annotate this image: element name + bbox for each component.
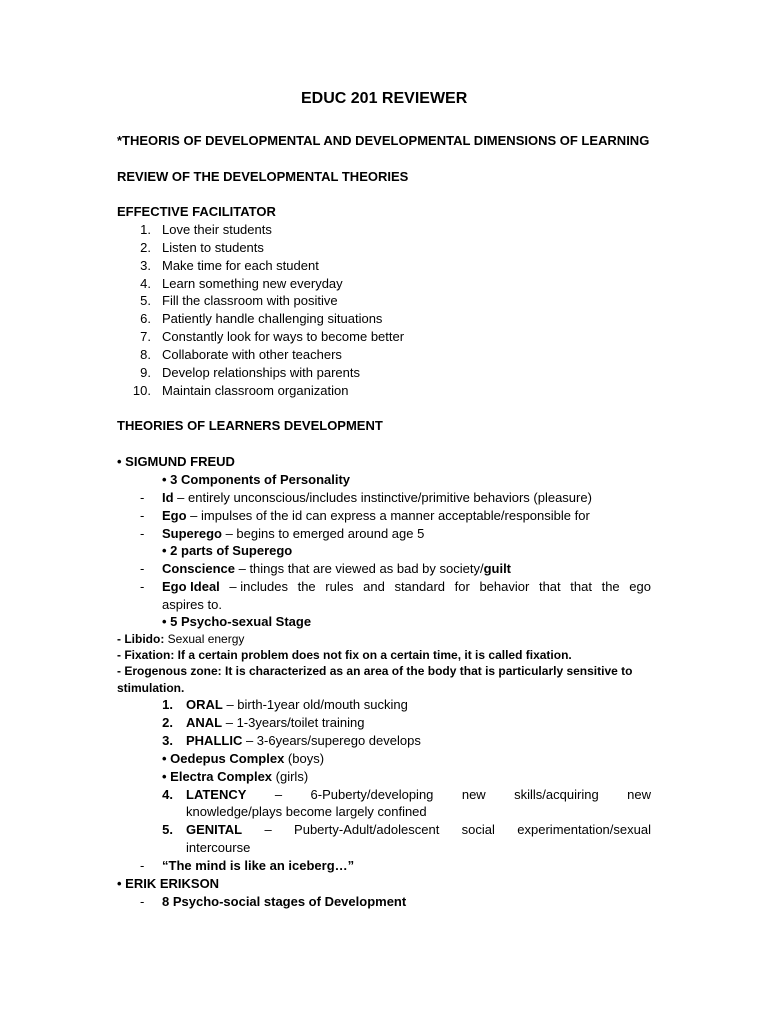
id-definition: Id – entirely unconscious/includes instinctive/primitive behaviors (pleasure)	[162, 490, 592, 505]
list-number: 4.	[140, 276, 151, 291]
dash-bullet: -	[140, 579, 145, 594]
list-number: 6.	[140, 311, 151, 326]
section-heading: REVIEW OF THE DEVELOPMENTAL THEORIES	[117, 169, 409, 184]
stage-number: 1.	[162, 697, 173, 712]
ego-ideal-definition: Ego Ideal – includes the rules and standard for behavior that that the ego	[162, 579, 651, 594]
dash-bullet: -	[140, 526, 145, 541]
stage-number: 4.	[162, 787, 173, 802]
stage-anal: ANAL – 1-3years/toilet training	[186, 715, 365, 730]
list-item: Make time for each student	[162, 258, 319, 273]
dash-bullet: -	[140, 561, 145, 576]
list-item: Develop relationships with parents	[162, 365, 360, 380]
iceberg-quote: “The mind is like an iceberg…”	[162, 858, 355, 873]
freud-heading: • SIGMUND FREUD	[117, 454, 235, 469]
list-item: Constantly look for ways to become better	[162, 329, 405, 344]
list-number: 10.	[132, 383, 151, 398]
erikson-stages: 8 Psycho-social stages of Development	[162, 894, 407, 909]
oedipus-complex: • Oedepus Complex (boys)	[162, 751, 325, 766]
list-number: 2.	[140, 240, 151, 255]
stage-phallic: PHALLIC – 3-6years/superego develops	[186, 733, 421, 748]
document-title: EDUC 201 REVIEWER	[301, 90, 468, 107]
list-item: Learn something new everyday	[162, 276, 343, 291]
stage-latency-continuation: knowledge/plays become largely confined	[186, 804, 427, 819]
list-number: 9.	[140, 365, 151, 380]
list-item: Collaborate with other teachers	[162, 347, 342, 362]
components-heading: • 3 Components of Personality	[162, 472, 351, 487]
list-number: 3.	[140, 258, 151, 273]
ego-ideal-continuation: aspires to.	[162, 597, 222, 612]
conscience-definition: Conscience – things that are viewed as bad by society/guilt	[162, 561, 512, 576]
stage-oral: ORAL – birth-1year old/mouth sucking	[186, 697, 408, 712]
stage-latency: LATENCY – 6-Puberty/developing new skills/acquiring new	[186, 787, 651, 802]
fixation-note: - Fixation: If a certain problem does not fix on a certain time, it is called fixation.	[117, 648, 572, 662]
superego-parts-heading: • 2 parts of Superego	[162, 543, 293, 558]
dash-bullet: -	[140, 894, 145, 909]
psychosexual-heading: • 5 Psycho-sexual Stage	[162, 614, 312, 629]
stage-number: 3.	[162, 733, 173, 748]
erogenous-note: - Erogenous zone: It is characterized as an area of the body that is particularly sensitive to	[117, 664, 633, 678]
erogenous-continuation: stimulation.	[117, 681, 185, 695]
list-number: 7.	[140, 329, 151, 344]
electra-complex: • Electra Complex (girls)	[162, 769, 309, 784]
erikson-heading: • ERIK ERIKSON	[117, 876, 220, 891]
list-item: Maintain classroom organization	[162, 383, 349, 398]
libido-note: - Libido: Sexual energy	[117, 632, 245, 646]
superego-definition: Superego – begins to emerged around age 5	[162, 526, 425, 541]
list-item: Listen to students	[162, 240, 264, 255]
stage-genital: GENITAL – Puberty-Adult/adolescent social experimentation/sexual	[186, 822, 651, 837]
section-heading: *THEORIS OF DEVELOPMENTAL AND DEVELOPMENTAL DIMENSIONS OF LEARNING	[117, 133, 650, 148]
list-item: Love their students	[162, 222, 272, 237]
facilitator-heading: EFFECTIVE FACILITATOR	[117, 204, 276, 219]
list-item: Patiently handle challenging situations	[162, 311, 383, 326]
stage-genital-continuation: intercourse	[186, 840, 251, 855]
stage-number: 2.	[162, 715, 173, 730]
list-item: Fill the classroom with positive	[162, 293, 338, 308]
list-number: 5.	[140, 293, 151, 308]
list-number: 8.	[140, 347, 151, 362]
dash-bullet: -	[140, 508, 145, 523]
theories-heading: THEORIES OF LEARNERS DEVELOPMENT	[117, 418, 383, 433]
ego-definition: Ego – impulses of the id can express a manner acceptable/responsible for	[162, 508, 590, 523]
stage-number: 5.	[162, 822, 173, 837]
list-number: 1.	[140, 222, 151, 237]
dash-bullet: -	[140, 490, 145, 505]
dash-bullet: -	[140, 858, 145, 873]
